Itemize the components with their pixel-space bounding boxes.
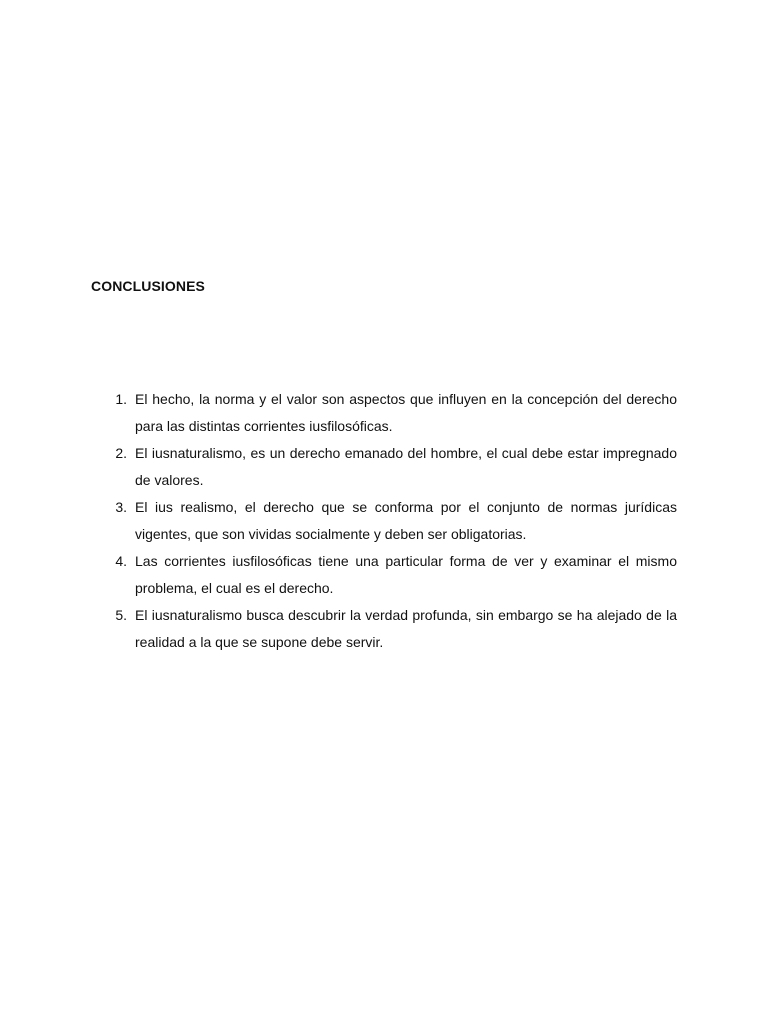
list-item-text: Las corrientes iusfilosóficas tiene una particular forma de ver y examinar el mismo problema, el cual es el derecho. [135, 553, 677, 596]
list-item [91, 494, 677, 548]
list-item-text: El iusnaturalismo busca descubrir la verdad profunda, sin embargo se ha alejado de la realidad a la que se supone debe servir. [135, 607, 677, 650]
list-item-number: 4 . [91, 548, 135, 575]
list-item-number: 3 . [91, 494, 135, 521]
conclusions-list [91, 386, 677, 656]
list-item-number: 2 . [91, 440, 135, 467]
list-item-text: El hecho, la norma y el valor son aspectos que influyen en la concepción del derecho para las distintas corrientes iusfilosóficas. [135, 391, 677, 434]
list-item [91, 386, 677, 440]
list-item-text: El ius realismo, el derecho que se conforma por el conjunto de normas jurídicas vigentes, que son vividas socialmente y deben ser obligatorias. [135, 499, 677, 542]
list-item-text: El iusnaturalismo, es un derecho emanado del hombre, el cual debe estar impregnado de valores. [135, 445, 677, 488]
section-heading: CONCLUSIONES [91, 278, 205, 294]
list-item [91, 548, 677, 602]
list-item-number: 5 . [91, 602, 135, 629]
list-item [91, 440, 677, 494]
list-item-number: 1 . [91, 386, 135, 413]
list-item [91, 602, 677, 656]
